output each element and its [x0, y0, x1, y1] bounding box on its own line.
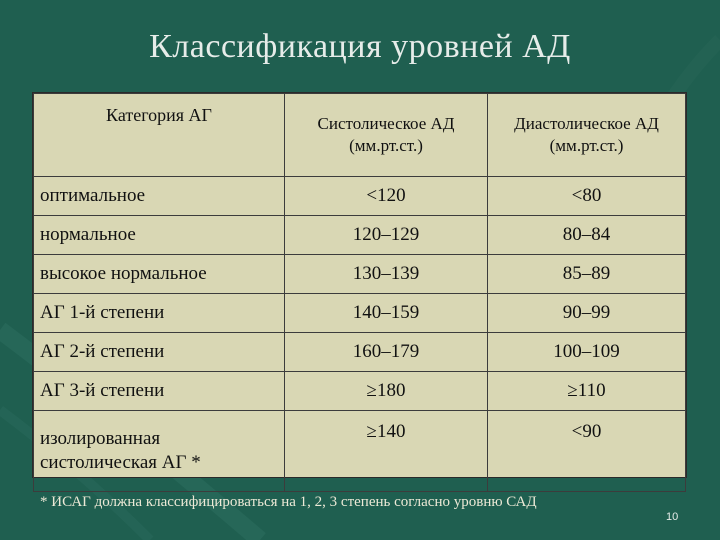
table-row: [34, 411, 686, 492]
systolic-cell: 160–179: [285, 333, 488, 372]
table-row: [34, 333, 686, 372]
category-cell-text: изолированная систолическая АГ *: [40, 428, 201, 473]
table-row: [34, 177, 686, 216]
category-cell: высокое нормальное: [34, 255, 285, 294]
systolic-cell: ≥140: [285, 411, 488, 492]
header-diastolic-text: Диастолическое АД (мм.рт.ст.): [514, 114, 659, 155]
table-row: [34, 216, 686, 255]
category-cell: АГ 1-й степени: [34, 294, 285, 333]
slide-title: Классификация уровней АД: [149, 28, 571, 65]
table-row: [34, 294, 686, 333]
table-header-row: [34, 94, 686, 177]
table-row: [34, 372, 686, 411]
header-systolic-text: Систолическое АД (мм.рт.ст.): [317, 114, 455, 155]
diastolic-cell: 100–109: [488, 333, 686, 372]
page-number: 10: [666, 511, 679, 523]
footnote: * ИСАГ должна классифицироваться на 1, 2, 3 степень согласно уровню САД: [40, 494, 537, 510]
header-category: Категория АГ: [34, 94, 285, 177]
diastolic-cell: ≥110: [488, 372, 686, 411]
bp-classification-table: [32, 92, 687, 478]
table-row: [34, 255, 686, 294]
header-diastolic: [488, 94, 686, 177]
diastolic-cell: 85–89: [488, 255, 686, 294]
systolic-cell: ≥180: [285, 372, 488, 411]
category-cell: АГ 3-й степени: [34, 372, 285, 411]
systolic-cell: 140–159: [285, 294, 488, 333]
category-cell: оптимальное: [34, 177, 285, 216]
diastolic-cell: <90: [488, 411, 686, 492]
systolic-cell: 120–129: [285, 216, 488, 255]
systolic-cell: 130–139: [285, 255, 488, 294]
header-systolic: [285, 94, 488, 177]
category-cell: нормальное: [34, 216, 285, 255]
diastolic-cell: <80: [488, 177, 686, 216]
systolic-cell: <120: [285, 177, 488, 216]
diastolic-cell: 80–84: [488, 216, 686, 255]
diastolic-cell: 90–99: [488, 294, 686, 333]
category-cell: АГ 2-й степени: [34, 333, 285, 372]
category-cell: [34, 411, 285, 492]
